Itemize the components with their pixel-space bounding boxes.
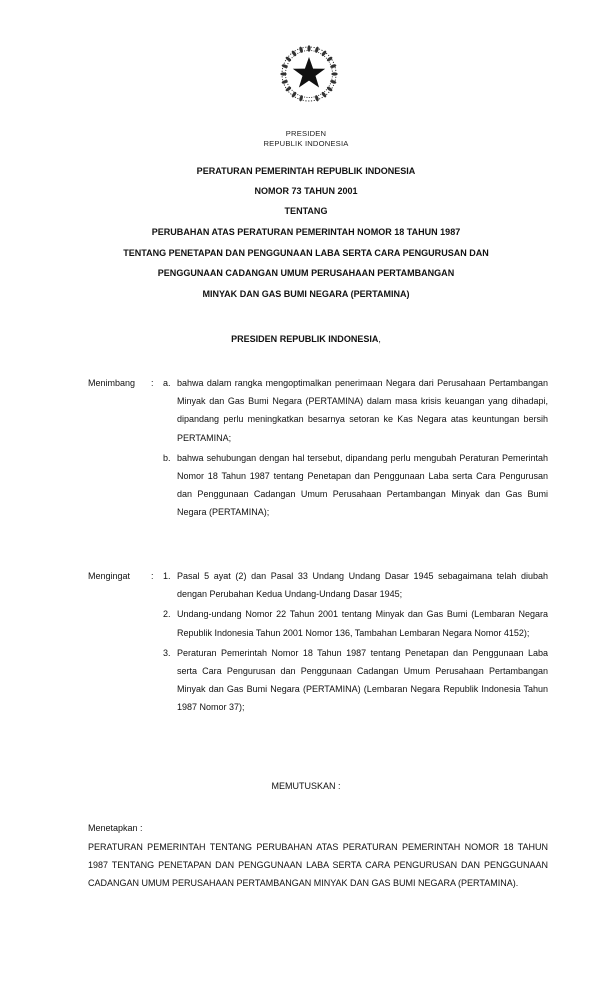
menimbang-colon: : bbox=[151, 378, 154, 388]
mengingat-colon: : bbox=[151, 571, 154, 581]
star-icon bbox=[293, 57, 325, 88]
mengingat-item-3 bbox=[163, 644, 548, 717]
item-marker: 3. bbox=[163, 647, 171, 658]
president-heading-comma: , bbox=[378, 334, 381, 345]
item-marker: 2. bbox=[163, 609, 171, 620]
header-republik: REPUBLIK INDONESIA bbox=[263, 139, 349, 148]
menetapkan-text: PERATURAN PEMERINTAH TENTANG PERUBAHAN ATAS PERATURAN PEMERINTAH NOMOR 18 TAHUN 1987 TENTANG PENETAPAN DAN PENGGUNAAN LABA SERTA CARA PENGURUSAN DAN PENGGUNAAN CADANGAN UMUM PERUSAHAAN PERTAMBANGAN MINYAK DAN GAS BUMI NEGARA (PERTAMINA). bbox=[88, 842, 548, 889]
item-text: Peraturan Pemerintah Nomor 18 Tahun 1987 tentang Penetapan dan Penggunaan Laba serta Cara Pengurusan dan Penggunaan Cadangan Umum Perusahaan Pertambangan Minyak dan Gas Bumi Negara (PERTAMINA) (Lembaran Negara Republik Indonesia Tahun 1987 Nomor 37); bbox=[177, 647, 548, 713]
memutuskan-heading: MEMUTUSKAN : bbox=[271, 781, 341, 791]
title-subject-3: PENGGUNAAN CADANGAN UMUM PERUSAHAAN PERTAMBANGAN bbox=[157, 268, 455, 279]
president-heading-text: PRESIDEN REPUBLIK INDONESIA bbox=[231, 334, 379, 345]
menimbang-item-a bbox=[163, 374, 548, 447]
mengingat-items bbox=[163, 567, 548, 717]
item-text: Undang-undang Nomor 22 Tahun 2001 tentang Minyak dan Gas Bumi (Lembaran Negara Republik Indonesia Tahun 2001 Nomor 136, Tambahan Lembaran Negara Nomor 4152); bbox=[177, 609, 548, 638]
menimbang-label: Menimbang bbox=[88, 378, 136, 388]
title-number: NOMOR 73 TAHUN 2001 bbox=[254, 186, 358, 197]
title-subject-4: MINYAK DAN GAS BUMI NEGARA (PERTAMINA) bbox=[202, 289, 410, 300]
menimbang-item-b bbox=[163, 449, 548, 522]
title-tentang: TENTANG bbox=[284, 206, 328, 217]
menimbang-items bbox=[163, 374, 548, 522]
menetapkan-label: Menetapkan : bbox=[88, 823, 143, 833]
item-text: Pasal 5 ayat (2) dan Pasal 33 Undang Undang Dasar 1945 sebagaimana telah diubah dengan Perubahan Kedua Undang-Undang Dasar 1945; bbox=[177, 571, 548, 600]
title-subject-1: PERUBAHAN ATAS PERATURAN PEMERINTAH NOMOR 18 TAHUN 1987 bbox=[151, 227, 461, 238]
president-heading bbox=[18, 334, 593, 345]
header-presiden: PRESIDEN bbox=[285, 129, 327, 138]
item-marker: a. bbox=[163, 378, 171, 388]
item-marker: 1. bbox=[163, 571, 171, 581]
title-subject-2: TENTANG PENETAPAN DAN PENGGUNAAN LABA SERTA CARA PENGURUSAN DAN bbox=[123, 248, 489, 259]
mengingat-item-2 bbox=[163, 605, 548, 641]
presidential-emblem bbox=[277, 40, 341, 104]
item-marker: b. bbox=[163, 452, 171, 463]
item-text: bahwa sehubungan dengan hal tersebut, dipandang perlu mengubah Peraturan Pemerintah Nomor 18 Tahun 1987 tentang Penetapan dan Penggunaan Laba serta Cara Pengurusan dan Penggunaan Cadangan Umum Perusahaan Pertambangan Minyak dan Gas Bumi Negara (PERTAMINA); bbox=[177, 452, 548, 518]
title-regulation: PERATURAN PEMERINTAH REPUBLIK INDONESIA bbox=[196, 166, 416, 177]
item-text: bahwa dalam rangka mengoptimalkan penerimaan Negara dari Perusahaan Pertambangan Minyak dan Gas Bumi Negara (PERTAMINA) dalam masa krisis keuangan yang dihadapi, dipandang perlu meningkatkan besarnya setoran ke Kas Negara atas keuntungan bersih PERTAMINA; bbox=[177, 378, 548, 443]
mengingat-item-1 bbox=[163, 567, 548, 603]
mengingat-label: Mengingat bbox=[88, 571, 131, 581]
